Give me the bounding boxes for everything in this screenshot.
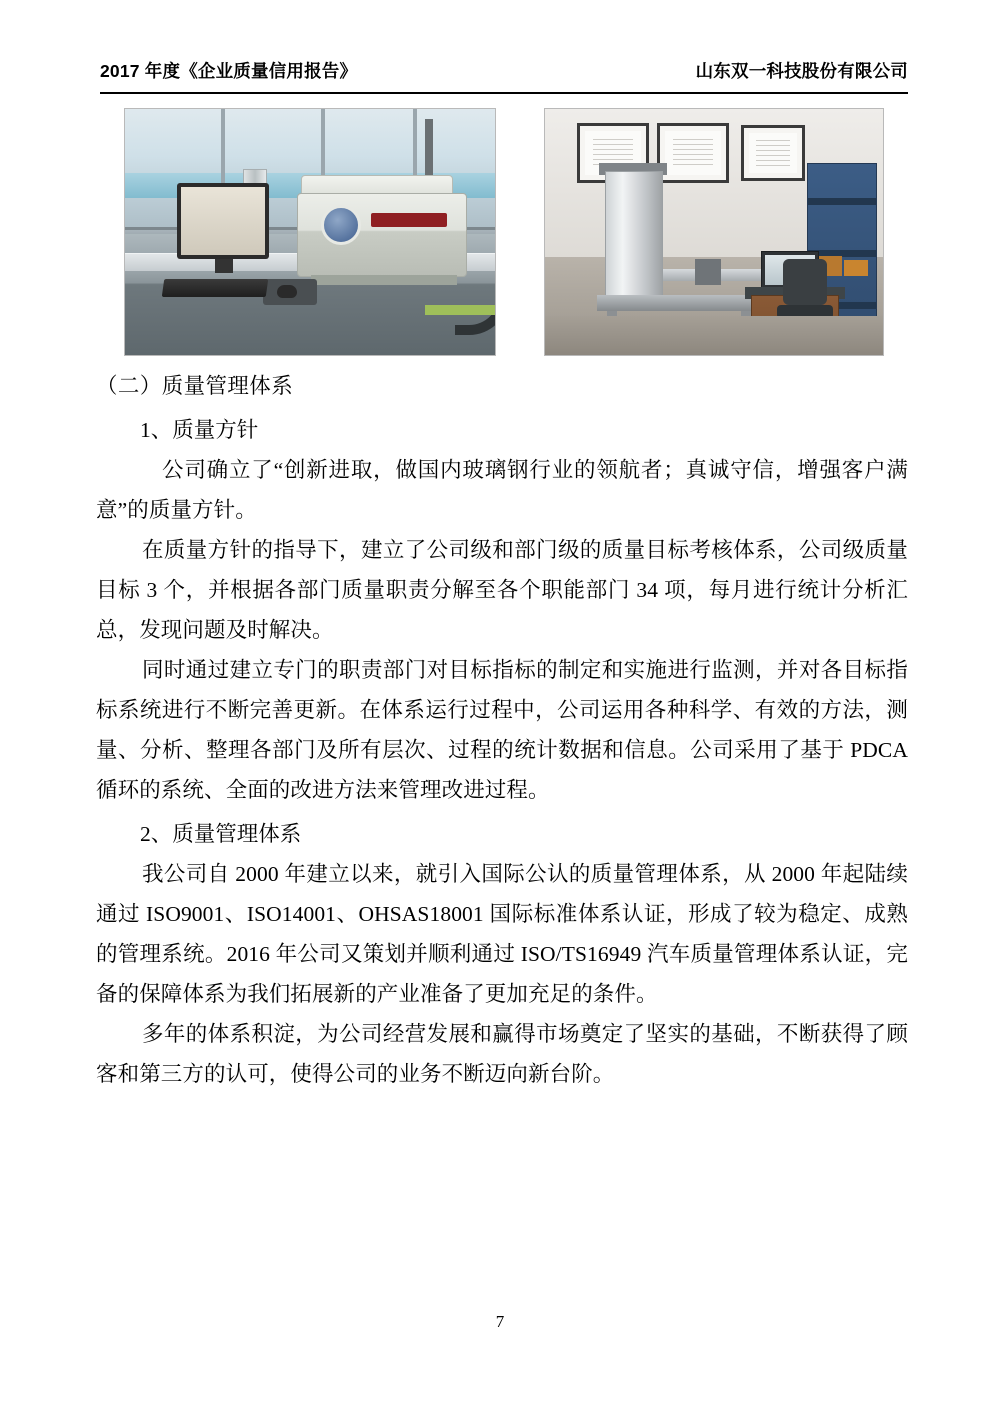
sub-heading-quality-policy: 1、质量方针 bbox=[140, 418, 259, 442]
paragraph-quality-policy-statement: 公司确立了“创新进取，做国内玻璃钢行业的领航者；真诚守信，增强客户满意”的质量方针。 bbox=[96, 458, 908, 522]
lab-testing-machine-photo bbox=[544, 108, 884, 356]
paragraph-certifications: 我公司自 2000 年建立以来，就引入国际公认的质量管理体系，从 2000 年起陆续通过 ISO9001、ISO14001、OHSAS18001 国际标准体系认证，形成了较为稳定、成熟的管理系统。2016 年公司又策划并顺利通过 ISO/TS16949 汽车质量管理体系认证，完备的保障体系为我们拓展新的产业准备了更加充足的条件。 bbox=[96, 862, 908, 1006]
sub-heading-quality-system: 2、质量管理体系 bbox=[140, 822, 302, 846]
document-body bbox=[96, 366, 908, 1094]
page-header bbox=[100, 58, 908, 83]
paragraph-monitoring-pdca: 同时通过建立专门的职责部门对目标指标的制定和实施进行监测，并对各目标指标系统进行不断完善更新。在体系运行过程中，公司运用各种科学、有效的方法，测量、分析、整理各部门及所有层次、过程的统计数据和信息。公司采用了基于 PDCA 循环的系统、全面的改进方法来管理改进过程。 bbox=[96, 658, 908, 802]
header-report-title: 2017 年度《企业质量信用报告》 bbox=[100, 61, 358, 81]
header-divider bbox=[100, 92, 908, 94]
paragraph-quality-targets: 在质量方针的指导下，建立了公司级和部门级的质量目标考核体系，公司级质量目标 3 个，并根据各部门质量职责分解至各个职能部门 34 项，每月进行统计分析汇总，发现问题及时解决。 bbox=[96, 538, 908, 642]
section-heading: （二）质量管理体系 bbox=[96, 374, 294, 398]
paragraph-system-benefits: 多年的体系积淀，为公司经营发展和赢得市场奠定了坚实的基础，不断获得了顾客和第三方的认可，使得公司的业务不断迈向新台阶。 bbox=[96, 1022, 908, 1086]
lab-spectrometer-photo bbox=[124, 108, 496, 356]
page-number: 7 bbox=[495, 1312, 505, 1331]
header-company-name: 山东双一科技股份有限公司 bbox=[695, 61, 908, 81]
figure-row bbox=[124, 108, 884, 356]
